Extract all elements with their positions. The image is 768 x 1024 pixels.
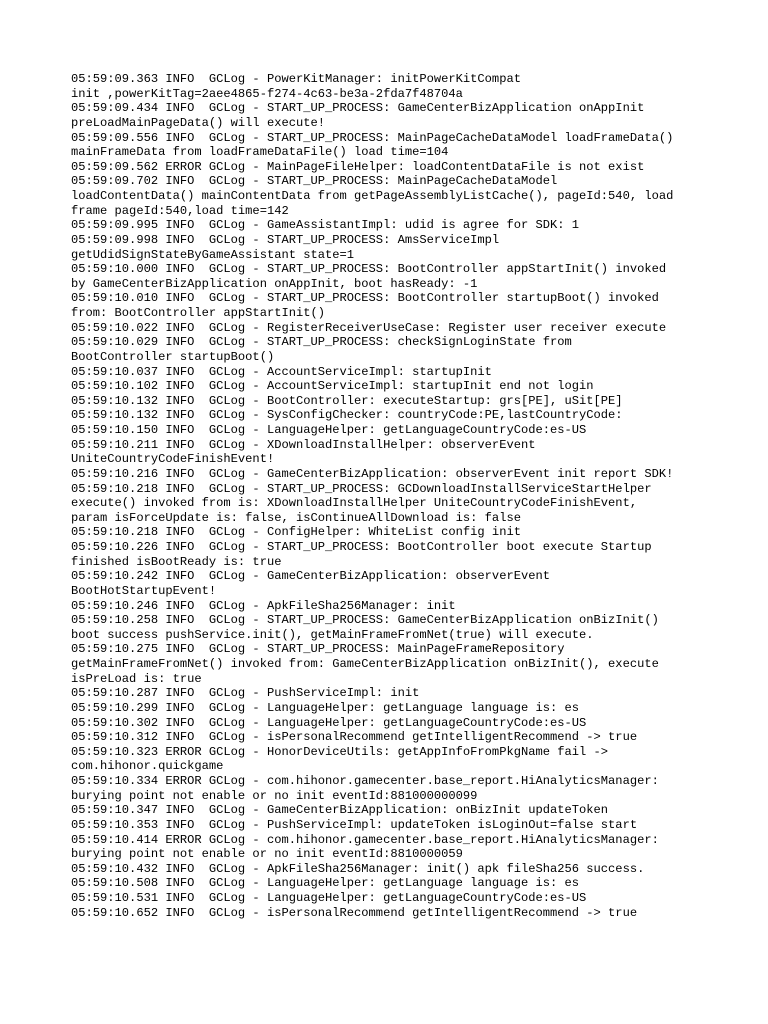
log-line: UniteCountryCodeFinishEvent! <box>71 452 275 467</box>
log-text-block <box>71 72 711 920</box>
log-line: 05:59:10.242 INFO GCLog - GameCenterBizApplication: observerEvent <box>71 569 550 584</box>
log-line: 05:59:10.347 INFO GCLog - GameCenterBizApplication: onBizInit updateToken <box>71 803 609 818</box>
log-line: by GameCenterBizApplication onAppInit, boot hasReady: -1 <box>71 276 478 291</box>
log-line: 05:59:10.353 INFO GCLog - PushServiceImpl: updateToken isLoginOut=false start <box>71 817 638 832</box>
log-line: 05:59:10.287 INFO GCLog - PushServiceImpl: init <box>71 686 420 701</box>
log-line: 05:59:10.037 INFO GCLog - AccountServiceImpl: startupInit <box>71 364 492 379</box>
log-line: 05:59:10.334 ERROR GCLog - com.hihonor.gamecenter.base_report.HiAnalyticsManager: <box>71 774 659 788</box>
log-line: 05:59:10.414 ERROR GCLog - com.hihonor.gamecenter.base_report.HiAnalyticsManager: <box>71 832 659 847</box>
log-line: 05:59:09.995 INFO GCLog - GameAssistantImpl: udid is agree for SDK: 1 <box>71 218 580 233</box>
log-line: 05:59:09.556 INFO GCLog - START_UP_PROCESS: MainPageCacheDataModel loadFrameData() <box>71 130 674 145</box>
log-line: 05:59:10.652 INFO GCLog - isPersonalRecommend getIntelligentRecommend -> true <box>71 905 638 920</box>
log-line: 05:59:10.258 INFO GCLog - START_UP_PROCESS: GameCenterBizApplication onBizInit() <box>71 613 659 628</box>
log-line: 05:59:10.029 INFO GCLog - START_UP_PROCESS: checkSignLoginState from <box>71 335 572 350</box>
log-line: 05:59:09.363 INFO GCLog - PowerKitManager: initPowerKitCompat <box>71 72 521 86</box>
log-line: 05:59:10.150 INFO GCLog - LanguageHelper: getLanguageCountryCode:es-US <box>71 423 587 437</box>
log-line: frame pageId:540,load time=142 <box>71 203 289 218</box>
log-line: 05:59:10.102 INFO GCLog - AccountServiceImpl: startupInit end not login <box>71 379 594 394</box>
log-line: getUdidSignStateByGameAssistant state=1 <box>71 247 355 262</box>
log-line: 05:59:10.010 INFO GCLog - START_UP_PROCESS: BootController startupBoot() invoked <box>71 291 659 306</box>
log-line: 05:59:10.299 INFO GCLog - LanguageHelper: getLanguage language is: es <box>71 700 580 715</box>
log-line: 05:59:09.562 ERROR GCLog - MainPageFileHelper: loadContentDataFile is not exist <box>71 159 645 174</box>
log-line: 05:59:10.132 INFO GCLog - SysConfigChecker: countryCode:PE,lastCountryCode: <box>71 408 623 423</box>
log-line: burying point not enable or no init eventId:881000000099 <box>71 788 478 803</box>
log-line: 05:59:10.531 INFO GCLog - LanguageHelper: getLanguageCountryCode:es-US <box>71 891 587 905</box>
log-line: 05:59:10.508 INFO GCLog - LanguageHelper: getLanguage language is: es <box>71 876 580 891</box>
log-line: param isForceUpdate is: false, isContinueAllDownload is: false <box>71 510 521 525</box>
log-line: 05:59:09.434 INFO GCLog - START_UP_PROCESS: GameCenterBizApplication onAppInit <box>71 101 645 116</box>
log-line: 05:59:09.998 INFO GCLog - START_UP_PROCESS: AmsServiceImpl <box>71 232 500 247</box>
log-line: 05:59:10.132 INFO GCLog - BootController: executeStartup: grs[PE], uSit[PE] <box>71 393 623 408</box>
log-line: finished isBootReady is: true <box>71 554 282 569</box>
log-line: 05:59:10.211 INFO GCLog - XDownloadInstallHelper: observerEvent <box>71 437 536 452</box>
log-line: init ,powerKitTag=2aee4865-f274-4c63-be3a-2fda7f48704a <box>71 86 463 101</box>
log-line: com.hihonor.quickgame <box>71 759 224 774</box>
log-line: 05:59:10.275 INFO GCLog - START_UP_PROCESS: MainPageFrameRepository <box>71 642 565 657</box>
log-line: 05:59:10.432 INFO GCLog - ApkFileSha256Manager: init() apk fileSha256 success. <box>71 861 645 876</box>
log-line: 05:59:10.312 INFO GCLog - isPersonalRecommend getIntelligentRecommend -> true <box>71 730 638 745</box>
log-line: 05:59:10.246 INFO GCLog - ApkFileSha256Manager: init <box>71 598 456 613</box>
log-line: getMainFrameFromNet() invoked from: GameCenterBizApplication onBizInit(), execute <box>71 657 659 671</box>
log-line: BootController startupBoot() <box>71 349 275 364</box>
log-line: boot success pushService.init(), getMainFrameFromNet(true) will execute. <box>71 627 594 642</box>
log-line: loadContentData() mainContentData from getPageAssemblyListCache(), pageId:540, load <box>71 189 674 203</box>
log-line: 05:59:10.323 ERROR GCLog - HonorDeviceUtils: getAppInfoFromPkgName fail -> <box>71 744 609 759</box>
log-line: 05:59:10.218 INFO GCLog - START_UP_PROCESS: GCDownloadInstallServiceStartHelper <box>71 481 652 496</box>
log-line: preLoadMainPageData() will execute! <box>71 115 326 130</box>
log-line: 05:59:10.218 INFO GCLog - ConfigHelper: WhiteList config init <box>71 525 521 540</box>
log-line: mainFrameData from loadFrameDataFile() load time=104 <box>71 145 449 160</box>
log-line: BootHotStartupEvent! <box>71 583 217 598</box>
log-line: 05:59:10.226 INFO GCLog - START_UP_PROCESS: BootController boot execute Startup <box>71 540 652 554</box>
log-line: 05:59:10.022 INFO GCLog - RegisterReceiverUseCase: Register user receiver execute <box>71 320 667 335</box>
log-line: from: BootController appStartInit() <box>71 306 326 320</box>
log-line: burying point not enable or no init eventId:8810000059 <box>71 847 463 862</box>
log-line: 05:59:09.702 INFO GCLog - START_UP_PROCESS: MainPageCacheDataModel <box>71 174 558 189</box>
log-line: 05:59:10.216 INFO GCLog - GameCenterBizApplication: observerEvent init report SDK! <box>71 466 674 481</box>
log-line: isPreLoad is: true <box>71 671 202 686</box>
log-line: 05:59:10.000 INFO GCLog - START_UP_PROCESS: BootController appStartInit() invoked <box>71 262 667 277</box>
log-line: 05:59:10.302 INFO GCLog - LanguageHelper: getLanguageCountryCode:es-US <box>71 715 587 730</box>
log-line: execute() invoked from is: XDownloadInstallHelper UniteCountryCodeFinishEvent, <box>71 496 638 511</box>
